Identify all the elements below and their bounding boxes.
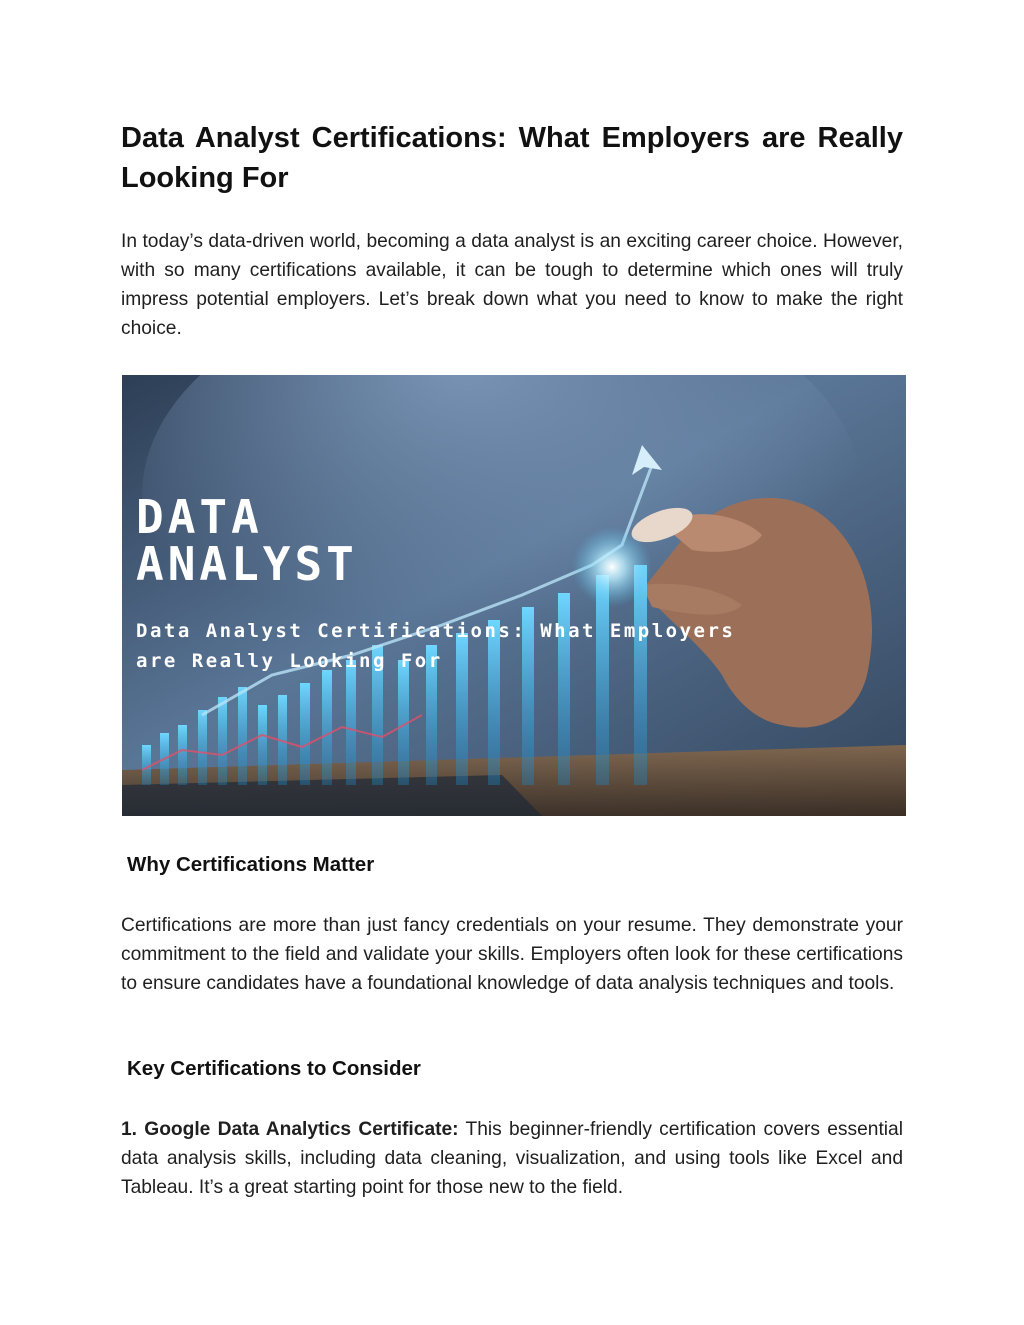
why-heading: Why Certifications Matter: [127, 853, 375, 876]
key-item-1-label: 1. Google Data Analytics Certificate:: [121, 1119, 459, 1140]
hero-subtitle-line2: are Really Looking For: [136, 650, 443, 672]
key-heading: Key Certifications to Consider: [127, 1057, 421, 1080]
hero-subtitle-line1: Data Analyst Certifications: What Employers: [136, 620, 736, 642]
key-item-1: [121, 1115, 903, 1202]
hero-image: [122, 375, 906, 816]
hero-headline-line1: DATA: [136, 490, 263, 544]
why-paragraph: Certifications are more than just fancy credentials on your resume. They demonstrate your commitment to the field and validate your skills. Employers often look for these certifications to ensure candidates have a foundational knowledge of data analysis techniques and tools.: [121, 915, 903, 994]
key-item-1-text: This beginner-friendly certification covers essential data analysis skills, including data cleaning, visualization, and using tools like Excel and Tableau. It’s a great starting point for those new to the field.: [121, 1119, 903, 1198]
intro-paragraph: In today’s data-driven world, becoming a data analyst is an exciting career choice. However, with so many certifications available, it can be tough to determine which ones will truly impress potential employers. Let’s break down what you need to know to make the right choice.: [121, 231, 903, 339]
page-title: Data Analyst Certifications: What Employers are Really Looking For: [121, 122, 903, 194]
hero-headline-line2: ANALYST: [136, 537, 358, 591]
